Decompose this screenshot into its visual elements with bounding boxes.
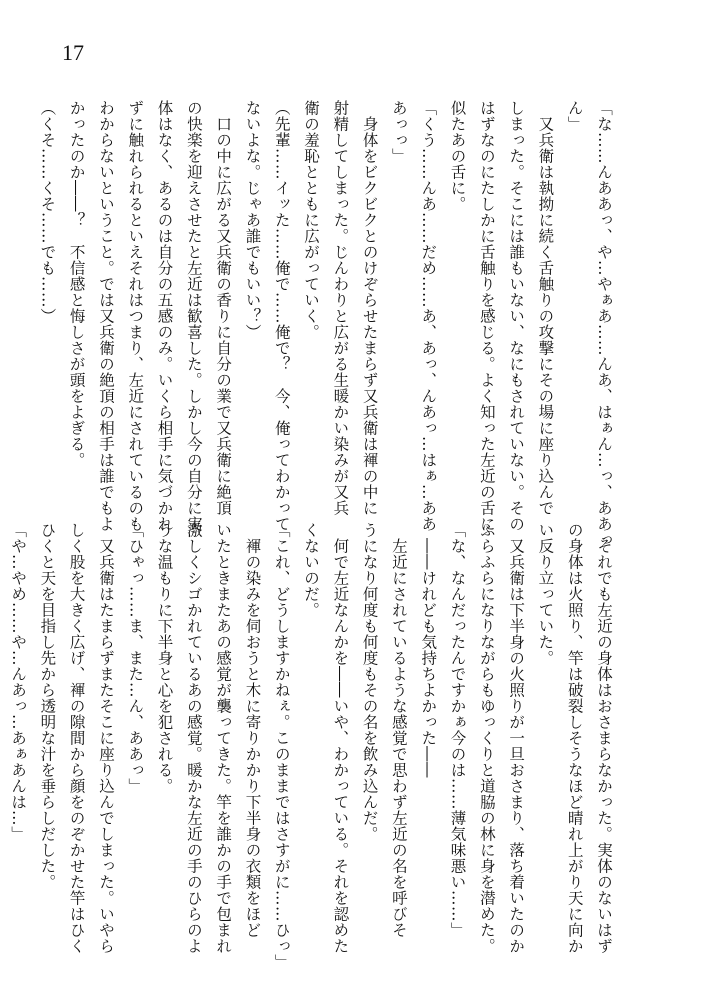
text-line: 「くう……んあ……だめ……あ、あっ、んあっ…はぁ…ああ bbox=[419, 100, 438, 532]
text-line: 左近にされているような感覚で思わず左近の名を呼びそ bbox=[389, 522, 408, 938]
page-number: 17 bbox=[62, 40, 84, 65]
text-line: 褌の染みを伺おうと木に寄りかかり下半身の衣類をほど bbox=[243, 522, 262, 938]
text-line: 激しくシゴかれているあの感覚。暖かな左近の手のひらのよ bbox=[184, 522, 203, 954]
text-line: かったのか――？ 不信感と悔しさが頭をよぎる。 bbox=[67, 100, 86, 468]
text-line: の身体は火照り、竿は破裂しそうなほど晴れ上がり天に向か bbox=[565, 522, 584, 954]
text-line: （くそ……くそ……でも……） bbox=[38, 100, 57, 324]
text-line: 衛の羞恥とともに広がっていく。 bbox=[302, 100, 321, 340]
text-line: 似たあの舌に。 bbox=[448, 100, 467, 212]
text-line: 「な……んああっ、や…やぁあ……んあ、はぁん…っ、ああっ bbox=[595, 100, 613, 548]
text-line: 射精してしまった。じんわりと広がる生暖かい染みが又兵 bbox=[331, 100, 350, 516]
text-line: 「な、なんだったんですかぁ今のは……薄気味悪い……」 bbox=[448, 522, 467, 938]
text-line: ん」 bbox=[565, 100, 584, 132]
text-line: 体はなく、あるのは自分の五感のみ。いくら相手に気づかれ bbox=[155, 100, 174, 532]
text-line: いたときまたあの感覚が襲ってきた。竿を誰かの手で包まれ bbox=[214, 522, 233, 954]
text-line: 「ひゃっ……ま、また…ん、ああっ」 bbox=[126, 522, 145, 794]
text-line: 身体をビクビクとのけぞらせたまらず又兵衛は褌の中に bbox=[360, 100, 379, 516]
text-line: 又兵衛は執拗に続く舌触りの攻撃にその場に座り込んで bbox=[536, 100, 555, 516]
text-line: ふらふらになりながらもゆっくりと道脇の林に身を潜めた。 bbox=[477, 522, 496, 954]
text-line: 「や…やめ……や…んあっ…あぁあんは…」 bbox=[9, 522, 28, 842]
text-line: ずに触れられるといえそれはつまり、左近にされているのも bbox=[126, 100, 145, 532]
top-text-block bbox=[32, 100, 618, 548]
text-line: しまった。そこには誰もいない、なにもされていない。その bbox=[507, 100, 526, 532]
text-line: 又兵衛はたまらずまたそこに座り込んでしまった。いやら bbox=[96, 522, 115, 954]
text-line: うな温もりに下半身と心を犯される。 bbox=[155, 522, 174, 794]
text-line: い反り立っていた。 bbox=[536, 522, 555, 666]
text-line: わからないということ。では又兵衛の絶頂の相手は誰でもよ bbox=[96, 100, 115, 532]
text-line: 「これ、どうしますかねぇ。このままではさすがに……ひっ」 bbox=[272, 522, 291, 970]
text-line: くないのだ。 bbox=[302, 522, 321, 618]
text-line: はずなのにたしかに舌触りを感じる。よく知った左近の舌に bbox=[477, 100, 496, 532]
text-line: 口の中に広がる又兵衛の香りに自分の業で又兵衛に絶頂 bbox=[214, 100, 233, 516]
text-line: それでも左近の身体はおさまらなかった。実体のないはず bbox=[595, 522, 613, 954]
text-line: うになり何度も何度もその名を飲み込んだ。 bbox=[360, 522, 379, 842]
text-line: 又兵衛は下半身の火照りが一旦おさまり、落ち着いたのか bbox=[507, 522, 526, 954]
text-line: ひくと天を目指し先から透明な汁を垂らしだした。 bbox=[38, 522, 57, 890]
text-line: の快楽を迎えさせたと左近は歓喜した。しかし今の自分に実 bbox=[184, 100, 203, 532]
text-line: ――けれども気持ちよかった―― bbox=[419, 522, 438, 778]
text-line: ないよな。じゃあ誰でもいい？） bbox=[243, 100, 262, 340]
text-line: しく股を大きく広げ、褌の隙間から顔をのぞかせた竿はひく bbox=[67, 522, 86, 954]
text-line: 何で左近なんかを――いや、わかっている。それを認めた bbox=[331, 522, 350, 954]
text-line: あっっ」 bbox=[389, 100, 408, 164]
bottom-text-block bbox=[3, 522, 618, 970]
text-line: （先輩……イッた……俺で……俺で？ 今、俺ってわかって bbox=[272, 100, 291, 532]
